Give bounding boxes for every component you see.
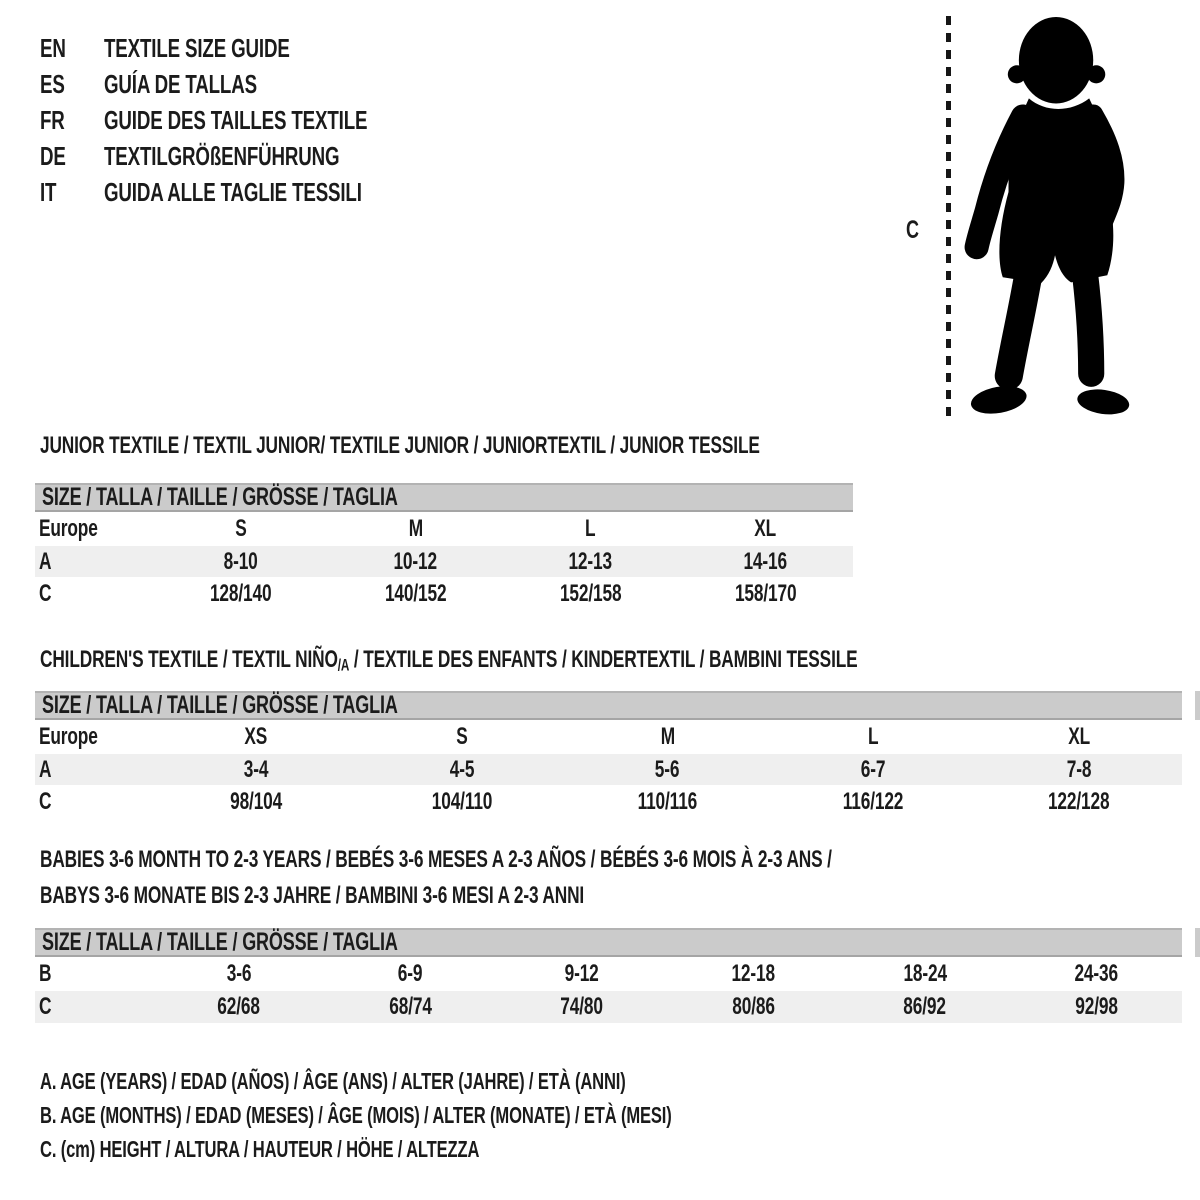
row-label: C: [39, 580, 52, 607]
language-code: DE: [40, 141, 66, 171]
height-measure-label: C: [906, 216, 919, 244]
height-cell: 116/122: [843, 787, 904, 815]
language-title: TEXTILGRÖßENFÜHRUNG: [104, 141, 340, 171]
language-title: GUÍA DE TALLAS: [104, 69, 257, 99]
height-cell: 158/170: [734, 580, 797, 607]
size-header-bar: SIZE / TALLA / TAILLE / GRÖSSE / TAGLIA: [35, 928, 1182, 957]
height-cell: 122/128: [1048, 787, 1110, 815]
height-cell: 128/140: [209, 580, 272, 607]
height-cell: 140/152: [384, 580, 447, 607]
age-cell: 7-8: [1066, 755, 1092, 783]
toddler-foot-left: [969, 382, 1029, 418]
toddler-silhouette-icon: [956, 10, 1142, 420]
table-row-age: [35, 754, 1182, 785]
height-cell: 62/68: [217, 993, 261, 1020]
language-row-fr: [40, 102, 470, 138]
size-cell: S: [234, 515, 247, 542]
row-label: B: [39, 960, 52, 987]
height-cell: 110/116: [637, 787, 698, 815]
babies-section-title: [40, 842, 1140, 914]
children-title-text: CHILDREN'S TEXTILE / TEXTIL NIÑO: [40, 646, 338, 673]
height-cell: 98/104: [229, 787, 282, 815]
size-header-bar: SIZE / TALLA / TAILLE / GRÖSSE / TAGLIA: [35, 483, 853, 512]
legend-line-b: B. AGE (MONTHS) / EDAD (MESES) / ÂGE (MOIS) / ALTER (MONATE) / ETÀ (MESI): [40, 1102, 672, 1128]
size-cell: XS: [244, 723, 268, 750]
height-cell: 92/98: [1074, 993, 1118, 1020]
size-cell: L: [585, 515, 596, 542]
toddler-ear-right: [1087, 65, 1105, 83]
toddler-head: [1019, 17, 1093, 103]
row-label: Europe: [39, 515, 98, 542]
age-cell: 12-13: [568, 547, 613, 575]
legend-line-a: A. AGE (YEARS) / EDAD (AÑOS) / ÂGE (ANS) / ALTER (JAHRE) / ETÀ (ANNI): [40, 1068, 626, 1094]
table-row-height: [35, 991, 1182, 1023]
size-cell: S: [455, 723, 468, 750]
height-cell: 80/86: [731, 993, 775, 1020]
age-cell: 4-5: [449, 755, 474, 783]
children-section-title: [40, 642, 1175, 684]
table-row-height: [35, 577, 853, 611]
age-cell: 14-16: [743, 547, 788, 575]
row-label: Europe: [39, 723, 98, 750]
language-code: ES: [40, 69, 65, 99]
age-cell: 6-7: [861, 755, 886, 783]
legend: [40, 1064, 917, 1166]
header-bar-edge-sliver: [1195, 691, 1200, 720]
size-cell: M: [408, 515, 423, 542]
language-title: TEXTILE SIZE GUIDE: [104, 33, 290, 63]
junior-size-table: [35, 483, 853, 611]
toddler-foot-right: [1076, 386, 1131, 417]
toddler-leg-right: [1085, 275, 1091, 373]
language-code: IT: [40, 177, 57, 207]
header-bar-edge-sliver: [1195, 928, 1200, 957]
language-row-es: [40, 66, 470, 102]
size-cell: XL: [754, 515, 777, 542]
table-row-europe: [35, 720, 1182, 754]
height-cell: 104/110: [431, 787, 492, 815]
language-title: GUIDE DES TAILLES TEXTILE: [104, 105, 368, 135]
age-cell: 3-6: [226, 960, 252, 987]
table-row-europe: [35, 512, 853, 546]
language-row-it: [40, 174, 470, 210]
age-cell: 6-9: [397, 960, 423, 987]
height-measure-dashed-line: [946, 16, 951, 418]
row-label: A: [39, 547, 52, 575]
table-row-height: [35, 785, 1182, 818]
toddler-ear-left: [1008, 65, 1026, 83]
age-cell: 3-4: [243, 755, 269, 783]
babies-title-line1: BABIES 3-6 MONTH TO 2-3 YEARS / BEBÉS 3-6 MESES A 2-3 AÑOS / BÉBÉS 3-6 MOIS À 2-3 ANS /: [40, 846, 832, 873]
language-row-de: [40, 138, 470, 174]
row-label: C: [39, 787, 52, 815]
children-title-text: / TEXTILE DES ENFANTS / KINDERTEXTIL / BAMBINI TESSILE: [349, 646, 858, 673]
table-row-age: [35, 546, 853, 577]
row-label: A: [39, 755, 52, 783]
age-cell: 24-36: [1074, 960, 1118, 987]
language-row-en: [40, 30, 470, 66]
size-header-bar: SIZE / TALLA / TAILLE / GRÖSSE / TAGLIA: [35, 691, 1182, 720]
height-cell: 74/80: [560, 993, 604, 1020]
age-cell: 9-12: [564, 960, 599, 987]
age-cell: 18-24: [903, 960, 947, 987]
babies-size-table: [35, 928, 1182, 1023]
age-cell: 12-18: [731, 960, 775, 987]
age-cell: 5-6: [655, 755, 680, 783]
size-cell: L: [868, 723, 879, 750]
table-row-age-months: [35, 957, 1182, 991]
age-cell: 8-10: [223, 547, 258, 575]
age-cell: 10-12: [393, 547, 438, 575]
language-title: GUIDA ALLE TAGLIE TESSILI: [104, 177, 362, 207]
language-code: EN: [40, 33, 66, 63]
height-cell: 86/92: [903, 993, 947, 1020]
children-size-table: [35, 691, 1182, 818]
toddler-leg-left: [1009, 271, 1029, 376]
row-label: C: [39, 993, 52, 1020]
height-cell: 152/158: [559, 580, 622, 607]
language-code: FR: [40, 105, 65, 135]
legend-line-c: C. (cm) HEIGHT / ALTURA / HAUTEUR / HÖHE / ALTEZZA: [40, 1136, 480, 1162]
junior-section-title: JUNIOR TEXTILE / TEXTIL JUNIOR/ TEXTILE JUNIOR / JUNIORTEXTIL / JUNIOR TESSILE: [40, 432, 760, 459]
babies-title-line2: BABYS 3-6 MONATE BIS 2-3 JAHRE / BAMBINI 3-6 MESI A 2-3 ANNI: [40, 882, 585, 909]
size-cell: XL: [1068, 723, 1090, 750]
size-cell: M: [660, 723, 675, 750]
height-cell: 68/74: [388, 993, 432, 1020]
language-list: [40, 30, 470, 210]
children-title-subscript: /A: [337, 656, 350, 675]
